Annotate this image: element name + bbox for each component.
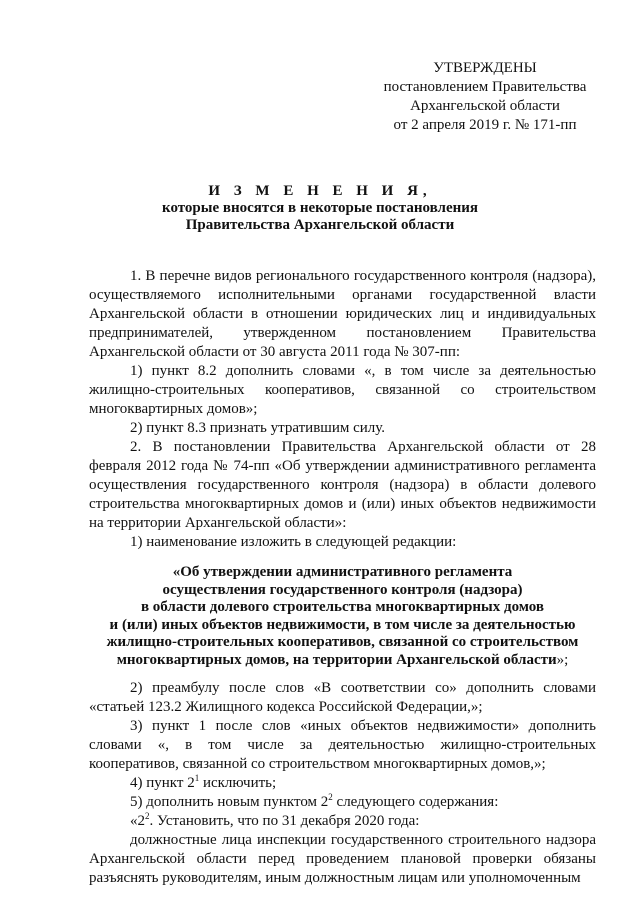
paragraph-3: 2) пункт 8.3 признать утратившим силу. [130,420,386,436]
paragraph-10-sup: 2 [145,811,150,821]
bold-line-6-text: многоквартирных домов, на территории Архангельской области [116,651,557,668]
document-body [89,267,596,888]
document-title [30,183,610,234]
paragraph-10-b: . Установить, что по 31 декабря 2020 года: [149,813,420,829]
paragraph-6: 2) преамбулу после слов «В соответствии со» дополнить словами «статьей 123.2 Жилищного кодекса Российской Федерации,»; [89,680,596,715]
paragraph-8-a: 4) пункт 2 [130,775,195,791]
bold-line-2: осуществления государственного контроля (надзора) [162,581,523,598]
paragraph-1: 1. В перечне видов регионального государственного контроля (надзора), осуществляемого исполнительными органами государственной власти Архангельской области в отношении юридических лиц и индивидуальных предпринимателей, утвержденном постановлением Правительства Архангельской области от 30 августа 2011 года № 307-пп: [89,268,596,360]
approval-line-3: Архангельской области [410,98,560,114]
paragraph-10 [89,812,596,831]
approval-line-4: от 2 апреля 2019 г. № 171-пп [393,117,577,133]
bold-line-3: в области долевого строительства многоквартирных домов [140,599,545,615]
paragraph-4: 2. В постановлении Правительства Архангельской области от 28 февраля 2012 года № 74-пп «Об утверждении административного регламента осуществления государственного контроля (надзора) в области долевого строительства многоквартирных домов и (или) иных объектов недвижимости на территории Архангельской области»: [89,439,596,531]
paragraph-9-a: 5) дополнить новым пунктом 2 [130,794,329,810]
paragraph-8-b: исключить; [199,775,277,791]
paragraph-9-sup: 2 [328,792,333,802]
paragraph-11: должностные лица инспекции государственного строительного надзора Архангельской области перед проведением плановой проверки обязаны разъяснять руководителям, иным должностным лицам или уполномоченным [89,832,596,886]
approval-line-2: постановлением Правительства [383,79,587,95]
paragraph-8-sup: 1 [194,773,200,783]
title-line-2: которые вносятся в некоторые постановления [162,200,478,216]
paragraph-9-b: следующего содержания: [332,794,499,810]
title-heading: И З М Е Н Е Н И Я, [208,183,432,199]
paragraph-9 [89,793,596,812]
bold-line-6 [89,652,596,670]
paragraph-7: 3) пункт 1 после слов «иных объектов недвижимости» дополнить словами «, в том числе за деятельностью жилищно-строительных кооперативов, связанной со строительством многоквартирных домов,»; [89,718,596,772]
bold-line-6-suffix: »; [556,651,569,668]
approval-line-1: УТВЕРЖДЕНЫ [433,60,537,76]
paragraph-8 [89,774,596,793]
bold-line-5: жилищно-строительных кооперативов, связанной со строительством [106,634,579,650]
paragraph-10-a: «2 [130,813,145,829]
bold-line-4: и (или) иных объектов недвижимости, в том числе за деятельностью [109,616,576,633]
bold-line-1: «Об утверждении административного регламента [172,564,513,580]
paragraph-2: 1) пункт 8.2 дополнить словами «, в том числе за деятельностью жилищно-строительных кооперативов, связанной со строительством многоквартирных домов»; [89,363,596,417]
approval-stamp [370,59,600,135]
paragraph-5: 1) наименование изложить в следующей редакции: [130,534,457,550]
title-line-3: Правительства Архангельской области [185,217,455,233]
bold-title-block [89,564,596,669]
